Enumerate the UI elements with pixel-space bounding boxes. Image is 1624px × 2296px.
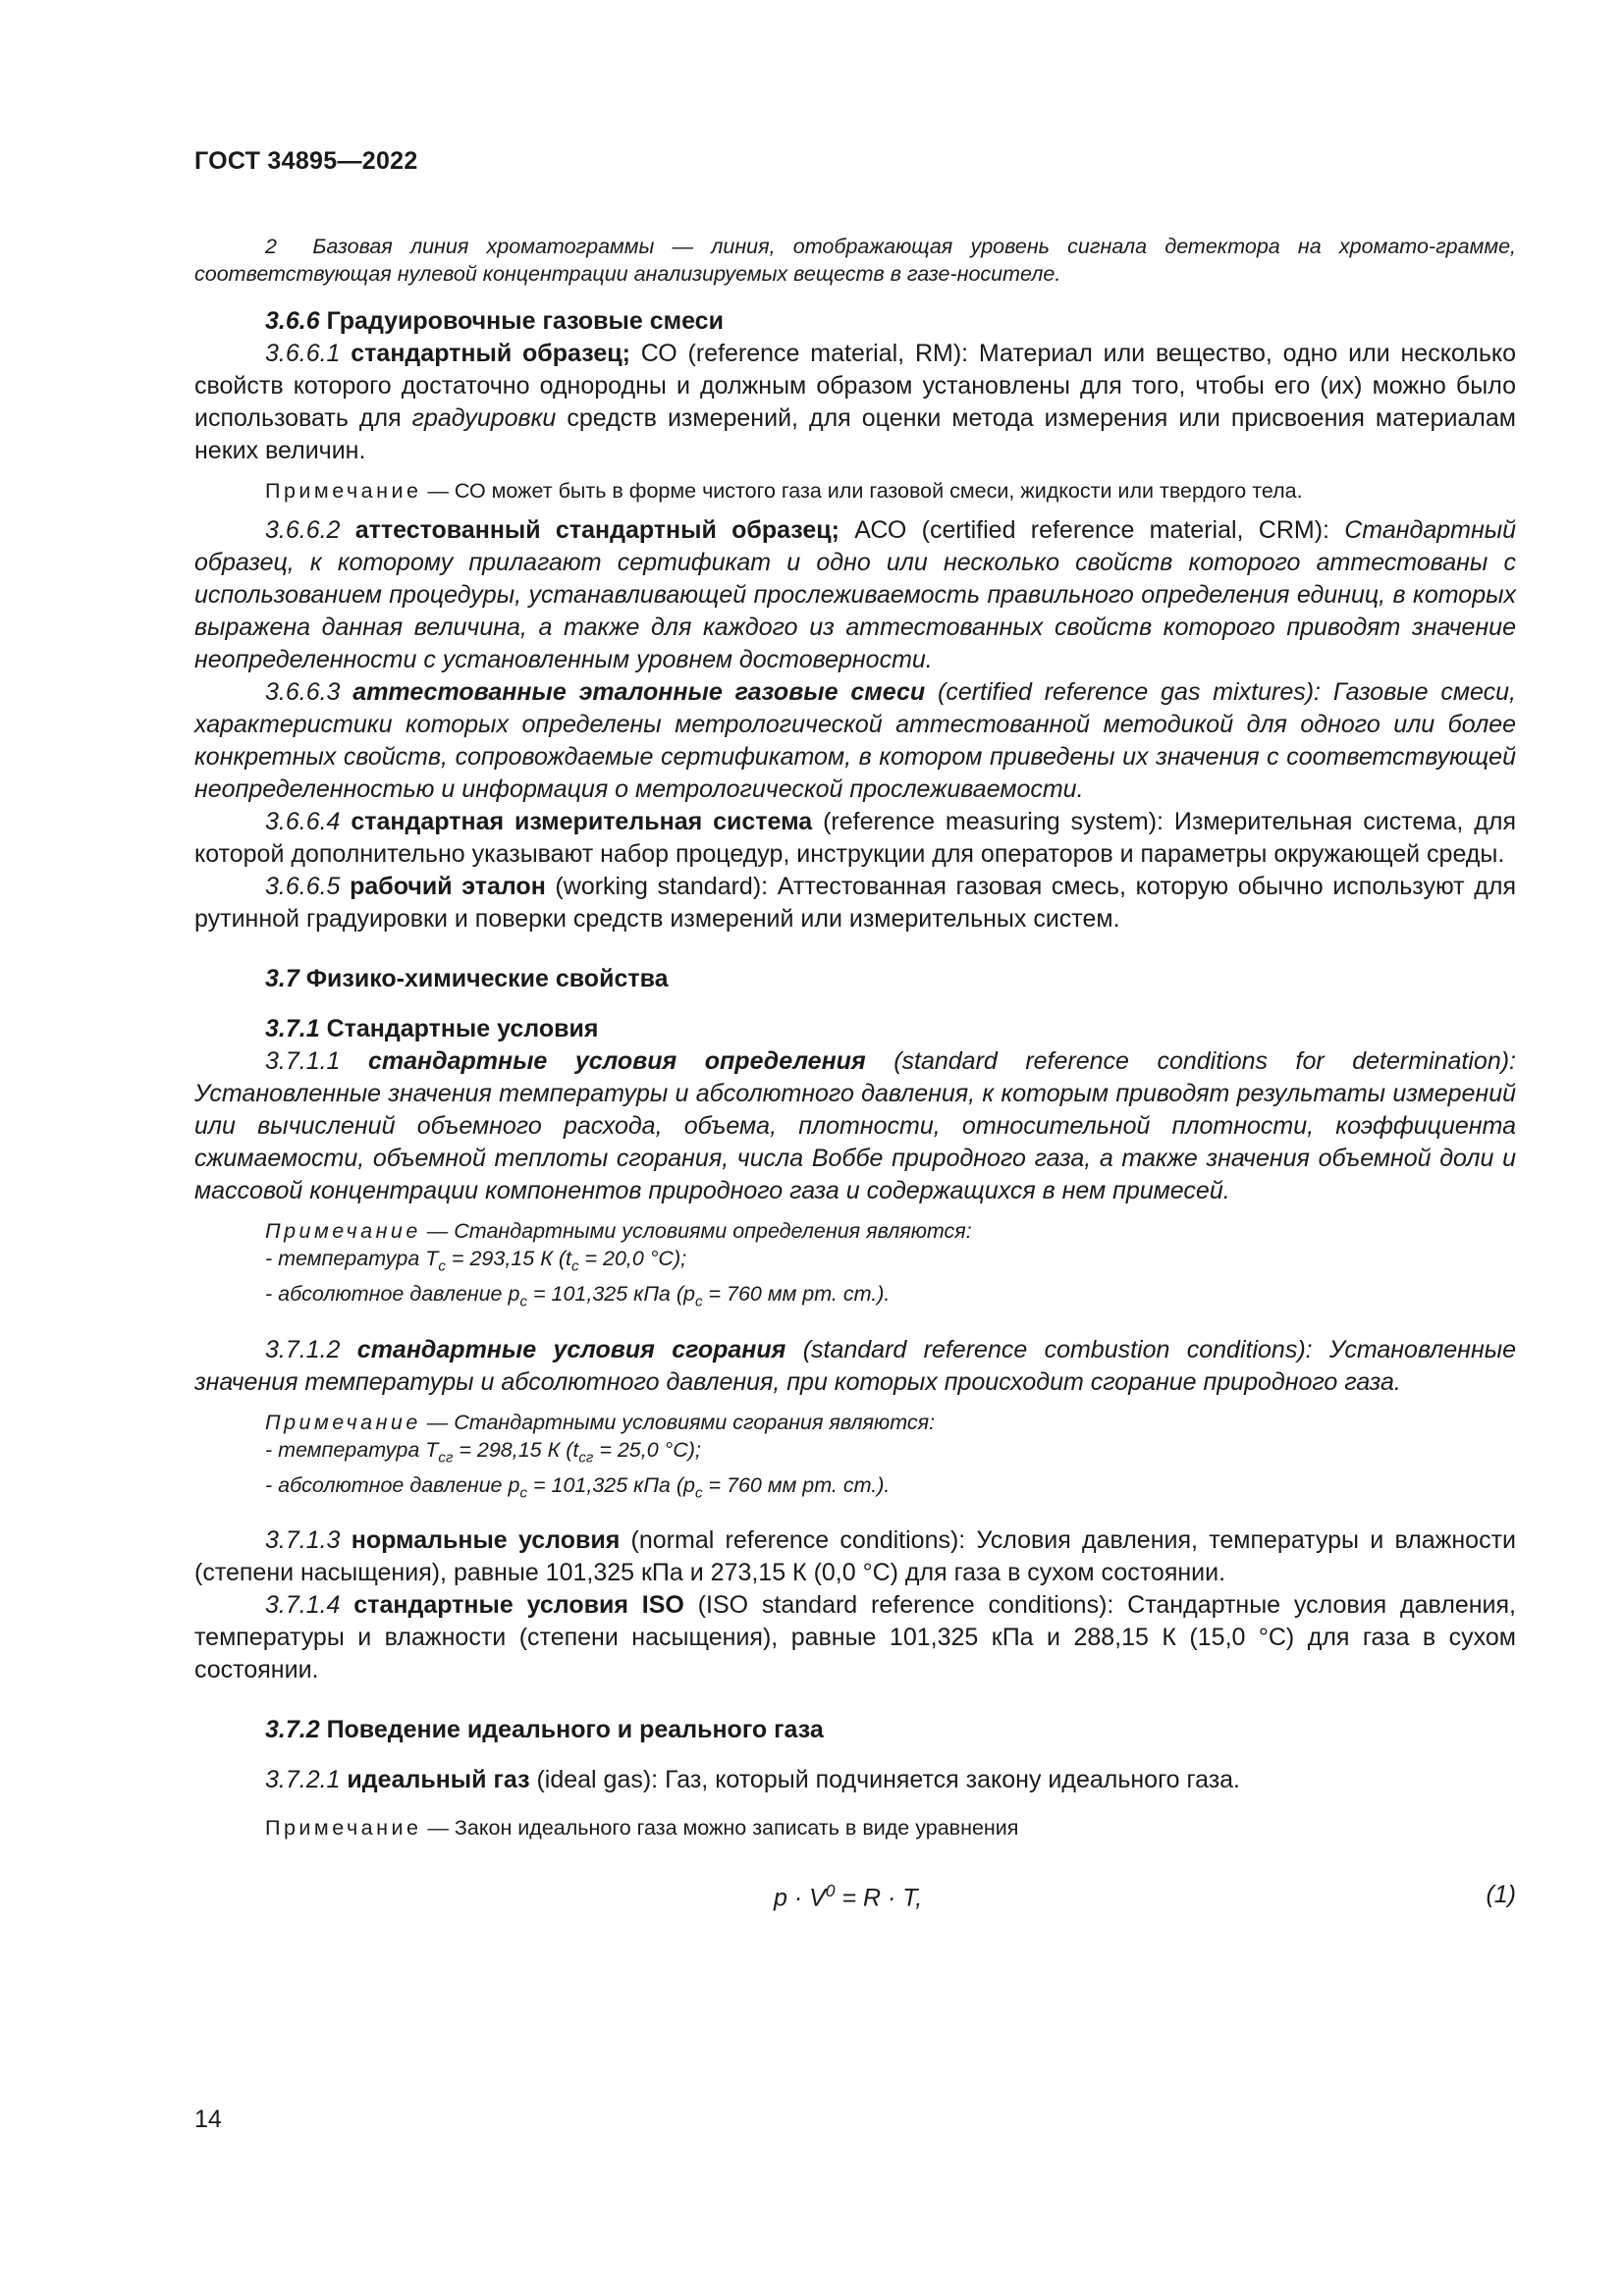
section-heading-3-7-1 — [194, 1013, 1516, 1045]
section-number: 3.6.6 — [265, 307, 320, 335]
term-name: рабочий эталон — [350, 873, 546, 900]
term-number: 3.7.1.4 — [265, 1591, 341, 1620]
term-number: 3.7.1.1 — [265, 1047, 341, 1075]
section-heading-3-6-6 — [194, 305, 1516, 338]
term-3-7-1-3 — [194, 1524, 1516, 1589]
note-text: — СО может быть в форме чистого газа или газовой смеси, жидкости или твердого тела. — [421, 479, 1303, 503]
equation-1 — [194, 1881, 1516, 1920]
equation-number: (1) — [1486, 1881, 1516, 1909]
term-name: стандартный образец; — [351, 340, 630, 367]
term-text: СО (reference material, RM): Материал или вещество, одно или несколько свойств которого достаточно однородны и должным образом установлены для того, чтобы его (их) можно было использовать для — [194, 340, 1517, 432]
term-text-italic: градуировки — [411, 404, 557, 432]
term-text: (ideal gas): Газ, который подчиняется закону идеального газа. — [529, 1766, 1241, 1794]
note-3-7-1-1 — [194, 1217, 1516, 1245]
note-list-item: - температура $T_c = 293,15$ К ($t_c = 20,0$ °С); — [265, 1247, 687, 1275]
note-number: 2 — [265, 235, 277, 258]
section-heading-3-7 — [194, 963, 1516, 995]
term-number: 3.6.6.1 — [265, 340, 341, 367]
section-heading-3-7-2 — [194, 1714, 1516, 1746]
term-3-6-6-3 — [194, 676, 1516, 806]
term-text-end: средств измерений, для оценки метода измерения или присвоения материалам неких величин. — [194, 404, 1516, 464]
section-title: Поведение идеального и реального газа — [326, 1716, 824, 1744]
term-number: 3.6.6.3 — [265, 678, 341, 706]
section-title: Стандартные условия — [326, 1015, 599, 1042]
term-name: стандартные условия определения — [367, 1047, 866, 1075]
term-text: (ISO standard reference conditions): Стандартные условия давления, температуры и влажности (степени насыщения), равные 101,325 кПа и 288,15 К (15,0 °С) для газа в сухом состоянии. — [194, 1591, 1516, 1684]
note-text: Базовая линия хроматограммы — линия, отображающая уровень сигнала детектора на хромато-грамме, соответствующая нулевой концентрации анализируемых веществ в газе-носителе. — [194, 235, 1516, 286]
term-3-7-1-1 — [194, 1045, 1516, 1207]
term-3-6-6-2 — [194, 514, 1516, 676]
note-3-6-6-1 — [194, 477, 1516, 505]
note-list-item: - абсолютное давление $p_c = 101,325$ кПа ($p_c = 760$ мм рт. ст.). — [265, 1282, 891, 1310]
note-list-item: - абсолютное давление $p_c = 101,325$ кПа ($p_c = 760$ мм рт. ст.). — [265, 1472, 891, 1502]
note-label: Примечание — [265, 1816, 422, 1841]
document-header: ГОСТ 34895—2022 — [194, 147, 418, 175]
section-number: 3.7.1 — [265, 1015, 320, 1042]
note-text: — Стандартными условиями сгорания являются: — [420, 1410, 936, 1434]
term-text: (normal reference conditions): Условия давления, температуры и влажности (степени насыщения), равные 101,325 кПа и 273,15 К (0,0 °С) для газа в сухом состоянии. — [194, 1526, 1517, 1587]
note-label: Примечание — [265, 1410, 421, 1434]
term-number: 3.7.1.3 — [265, 1526, 341, 1555]
term-3-7-2-1 — [194, 1764, 1516, 1796]
term-number: 3.7.1.2 — [265, 1335, 341, 1363]
term-number: 3.6.6.2 — [265, 516, 341, 544]
section-number: 3.7.2 — [265, 1716, 320, 1744]
term-number: 3.7.2.1 — [265, 1766, 341, 1794]
term-name: аттестованные эталонные газовые смеси — [352, 678, 926, 706]
term-3-6-6-1 — [194, 338, 1516, 467]
term-text-italic: (standard reference conditions for determination): Установленные значения температуры и абсолютного давления, к которым приводят результаты измерений или вычислений объемного расхода, объема, плотности, относительной плотности, коэффициента сжимаемости, объемной теплоты сгорания, числа Воббе природного газа, а также значения объемной доли и массовой концентрации компонентов природного газа и содержащихся в нем примесей. — [194, 1047, 1516, 1204]
note-list-item: - температура $T_{сг} = 298,15$ К ($t_{сг} = 25,0$ °С); — [265, 1437, 701, 1466]
term-name: стандартная измерительная система — [351, 808, 813, 835]
note-3-7-2-1 — [194, 1814, 1516, 1842]
note-label: Примечание — [265, 479, 422, 503]
term-name: стандартные условия сгорания — [356, 1335, 786, 1363]
section-title: Физико-химические свойства — [305, 965, 669, 992]
term-3-6-6-4 — [194, 806, 1516, 871]
term-text: (reference measuring system): Измерительная система, для которой дополнительно указывают набор процедур, инструкции для операторов и параметры окружающей среды. — [194, 808, 1516, 868]
term-name: стандартные условия ISO — [353, 1591, 684, 1620]
term-text-italic: Стандартный образец, к которому прилагают сертификат и одно или несколько свойств которого аттестованы с использованием процедуры, устанавливающей прослеживаемость правильного определения единиц, в которых выражена данная величина, а также для каждого из аттестованных свойств которого приводят значение неопределенности с установленным уровнем достоверности. — [194, 516, 1517, 673]
term-3-6-6-5 — [194, 871, 1516, 935]
note-baseline — [194, 233, 1516, 288]
note-text: — Закон идеального газа можно записать в виде уравнения — [421, 1816, 1019, 1841]
term-name: аттестованный стандартный образец; — [354, 516, 840, 544]
term-number: 3.6.6.5 — [265, 873, 341, 900]
note-text: — Стандартными условиями определения являются: — [420, 1219, 972, 1243]
note-label: Примечание — [265, 1219, 421, 1243]
term-3-7-1-2 — [194, 1334, 1516, 1399]
section-title: Градуировочные газовые смеси — [326, 307, 724, 335]
term-text-italic: (standard reference combustion conditions): Установленные значения температуры и абсолютного давления, при которых происходит сгорание природного газа. — [194, 1335, 1516, 1396]
page-number: 14 — [194, 2106, 222, 2133]
note-3-7-1-2 — [194, 1409, 1516, 1436]
term-text: (working standard): Аттестованная газовая смесь, которую обычно используют для рутинной градуировки и поверки средств измерений или измерительных систем. — [194, 873, 1516, 933]
term-text: АСО (certified reference material, CRM): — [839, 516, 1345, 544]
term-text-italic: (certified reference gas mixtures): Газовые смеси, характеристики которых определены метрологической аттестованной методикой для одного или более конкретных свойств, сопровождаемые сертификатом, в котором приведены их значения с соответствующей неопределенностью и информация о метрологической прослеживаемости. — [194, 678, 1516, 803]
term-name: нормальные условия — [351, 1526, 621, 1555]
term-name: идеальный газ — [347, 1766, 530, 1794]
section-number: 3.7 — [265, 965, 299, 992]
document-page — [194, 147, 1516, 1920]
term-3-7-1-4 — [194, 1589, 1516, 1686]
term-number: 3.6.6.4 — [265, 808, 341, 835]
equation-expression: $p \cdot V^0 = R \cdot T$, — [774, 1881, 923, 1912]
